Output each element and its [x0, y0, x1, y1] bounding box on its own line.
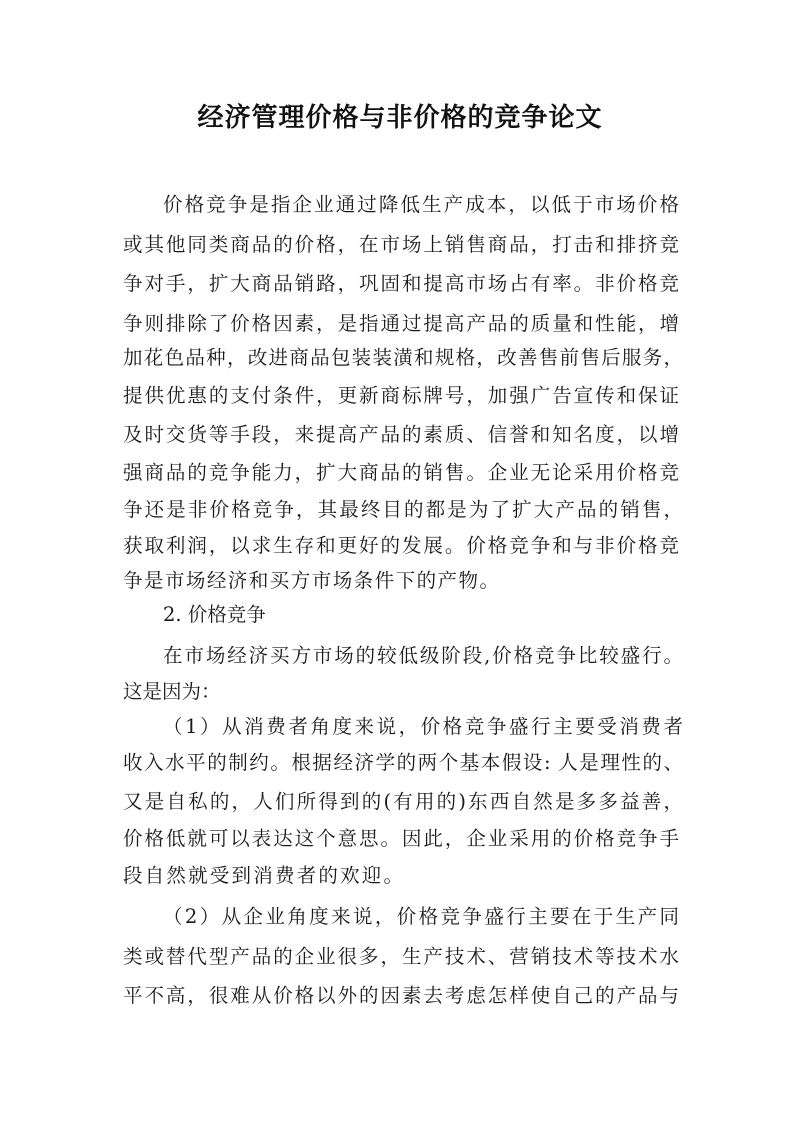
text-line-content: 争是市场经济和买方市场条件下的产物。 — [123, 569, 499, 592]
document-title: 经济管理价格与非价格的竞争论文 — [197, 103, 603, 133]
text-line — [123, 271, 679, 297]
text-line — [123, 383, 679, 409]
text-line-content: 加花色品种，改进商品包装装潢和规格，改善售前售后服务， — [123, 346, 683, 369]
text-line-content: 及时交货等手段，来提高产品的素质、信誉和知名度，以增 — [123, 423, 679, 446]
text-line-content: 或其他同类商品的价格，在市场上销售商品，打击和排挤竞 — [123, 233, 679, 256]
text-line — [123, 460, 679, 486]
text-line — [163, 904, 679, 930]
text-line-content: （1）从消费者角度来说，价格竞争盛行主要受消费者 — [163, 715, 683, 738]
section-heading — [163, 602, 266, 628]
text-line-content: 在市场经济买方市场的较低级阶段,价格竞争比较盛行。 — [163, 644, 683, 667]
text-line — [123, 232, 679, 258]
text-line — [163, 714, 683, 740]
text-line — [123, 345, 683, 371]
text-line-content: 段自然就受到消费者的欢迎。 — [123, 864, 403, 887]
text-line-content: 获取利润，以求生存和更好的发展。价格竞争和与非价格竞 — [123, 534, 679, 557]
text-line — [123, 750, 683, 776]
text-line-content: 争还是非价格竞争，其最终目的都是为了扩大产品的销售， — [123, 498, 683, 521]
text-line — [123, 826, 679, 852]
text-line — [123, 863, 403, 889]
text-line — [123, 568, 499, 594]
text-line — [123, 983, 679, 1009]
text-line-content: 类或替代型产品的企业很多，生产技术、营销技术等技术水 — [123, 945, 679, 968]
text-line — [123, 789, 683, 815]
text-line-content: 这是因为： — [123, 680, 221, 703]
text-line — [123, 497, 683, 523]
text-line-content: 又是自私的，人们所得到的(有用的)东西自然是多多益善， — [123, 790, 683, 813]
section-heading-text: 2. 价格竞争 — [163, 603, 266, 626]
text-line — [123, 311, 679, 337]
text-line — [163, 643, 683, 669]
text-line — [123, 533, 679, 559]
text-line-content: 提供优惠的支付条件，更新商标牌号，加强广告宣传和保证 — [123, 384, 679, 407]
text-line — [123, 944, 679, 970]
text-line-content: 价格低就可以表达这个意思。因此，企业采用的价格竞争手 — [123, 827, 679, 850]
text-line — [123, 679, 221, 705]
text-line-content: 收入水平的制约。根据经济学的两个基本假设: 人是理性的、 — [123, 751, 683, 774]
text-line-content: （2）从企业角度来说，价格竞争盛行主要在于生产同 — [163, 905, 679, 928]
text-line-content: 价格竞争是指企业通过降低生产成本，以低于市场价格 — [163, 193, 679, 216]
text-line — [123, 422, 679, 448]
text-line-content: 强商品的竞争能力，扩大商品的销售。企业无论采用价格竞 — [123, 461, 679, 484]
text-line-content: 争对手，扩大商品销路，巩固和提高市场占有率。非价格竞 — [123, 272, 679, 295]
text-line — [163, 192, 679, 218]
text-line-content: 平不高，很难从价格以外的因素去考虑怎样使自己的产品与 — [123, 984, 679, 1007]
text-line-content: 争则排除了价格因素，是指通过提高产品的质量和性能，增 — [123, 312, 679, 335]
